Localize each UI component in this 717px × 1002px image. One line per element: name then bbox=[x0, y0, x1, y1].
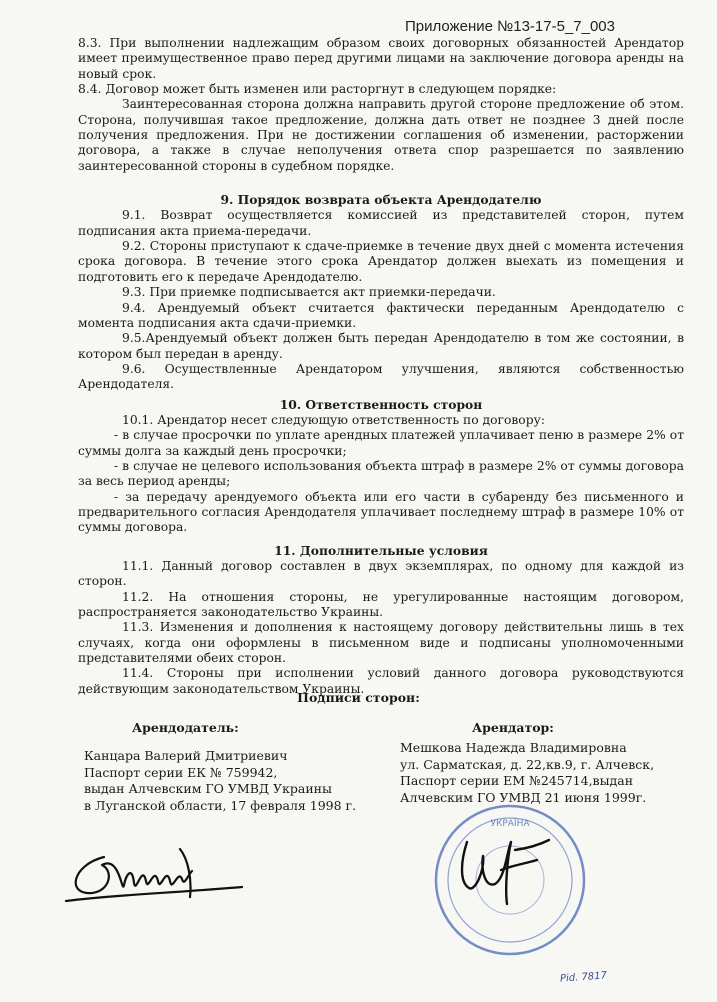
tenant-label: Арендатор: bbox=[472, 720, 554, 735]
contract-body bbox=[78, 36, 684, 697]
section-10-title: 10. Ответственность сторон bbox=[279, 396, 483, 412]
tenant-passport: Паспорт серии ЕМ №245714,выдан bbox=[400, 773, 634, 788]
tenant-address: ул. Сарматская, д. 22,кв.9, г. Алчевск, bbox=[400, 756, 655, 772]
clause-10-1: 10.1. Арендатор несет следующую ответственность по договору: bbox=[122, 412, 545, 427]
signatures-title: Подписи сторон: bbox=[297, 690, 420, 705]
clause-11-1: 11.1. Данный договор составлен в двух экземплярах, по одному для каждой из сторон. bbox=[78, 559, 684, 589]
clause-8-4-detail: Заинтересованная сторона должна направить другой стороне предложение об этом. Сторона, получившая такое предложение, должна дать ответ не позднее 3 дней после получения предложения. При не достижении соглашения об изменении, расторжении договора, а также в случае неполучения ответа спор разрешается по заявлению заинтересованной стороны в судебном порядке. bbox=[78, 97, 684, 173]
landlord-name: Канцара Валерий Дмитриевич bbox=[84, 748, 288, 763]
tenant-issued-by: Алчевским ГО УМВД 21 июня 1999г. bbox=[400, 789, 647, 805]
clause-11-3: 11.3. Изменения и дополнения к настоящему договору действительны лишь в тех случаях, когда они оформлены в письменном виде и подписаны уполномоченными представителями обеих сторон. bbox=[78, 620, 684, 666]
landlord-issued-by: выдан Алчевским ГО УМВД Украины bbox=[84, 781, 332, 796]
clause-8-3: 8.3. При выполнении надлежащим образом своих договорных обязанностей Арендатор имеет преимущественное право перед другими лицами на заключение договора аренды на новый срок. bbox=[78, 36, 684, 81]
appendix-label: Приложение №13-17-5_7_003 bbox=[405, 18, 615, 35]
clause-9-6: 9.6. Осуществленные Арендатором улучшения, являются собственностью Арендодателя. bbox=[78, 361, 684, 392]
clause-9-1: 9.1. Возврат осуществляется комиссией из представителей сторон, путем подписания акта приема-передачи. bbox=[78, 208, 684, 238]
landlord-signature bbox=[62, 835, 262, 915]
clause-11-2: 11.2. На отношения стороны, не урегулированные настоящим договором, распространяется законодательство Украины. bbox=[78, 589, 684, 620]
clause-9-5: 9.5.Арендуемый объект должен быть передан Арендодателю в том же состоянии, в котором был передан в аренду. bbox=[78, 331, 684, 361]
landlord-details bbox=[84, 748, 356, 814]
tenant-signature bbox=[445, 830, 565, 910]
clause-9-3: 9.3. При приемке подписывается акт приемки-передачи. bbox=[122, 285, 496, 300]
stamp-text: УКРАЇНА bbox=[490, 819, 530, 829]
clause-10-1-item-3: - за передачу арендуемого объекта или его части в субаренду без письменного и предварительного согласия Арендодателя уплачивает последнему штраф в размере 10% от суммы договора. bbox=[78, 489, 684, 535]
clause-8-4: 8.4. Договор может быть изменен или расторгнут в следующем порядке: bbox=[78, 82, 557, 97]
section-9-title: 9. Порядок возврата объекта Арендодателю bbox=[220, 192, 542, 208]
clause-9-2: 9.2. Стороны приступают к сдаче-приемке в течение двух дней с момента истечения срока договора. В течение этого срока Арендатор должен выехать из помещения и подготовить его к передаче Арендодателю. bbox=[78, 239, 684, 284]
tenant-name: Мешкова Надежда Владимировна bbox=[400, 740, 627, 755]
clause-9-4: 9.4. Арендуемый объект считается фактически переданным Арендодателю с момента подписания акта сдачи-приемки. bbox=[78, 300, 684, 330]
landlord-issued-date: в Луганской области, 17 февраля 1998 г. bbox=[84, 797, 357, 813]
landlord-label: Арендодатель: bbox=[132, 720, 239, 735]
section-11-title: 11. Дополнительные условия bbox=[274, 542, 488, 558]
landlord-passport: Паспорт серии ЕК № 759942, bbox=[84, 764, 278, 780]
clause-10-1-item-2: - в случае не целевого использования объекта штраф в размере 2% от суммы договора за весь период аренды; bbox=[78, 458, 684, 489]
tenant-details bbox=[400, 740, 654, 806]
clause-10-1-item-1: - в случае просрочки по уплате арендных платежей уплачивает пеню в размере 2% от суммы долга за каждый день просрочки; bbox=[78, 428, 684, 458]
handwritten-footnote: Pid. 7817 bbox=[559, 970, 608, 985]
clause-11-4: 11.4. Стороны при исполнении условий данного договора руководствуются действующим законодательством Украины. bbox=[78, 666, 684, 696]
